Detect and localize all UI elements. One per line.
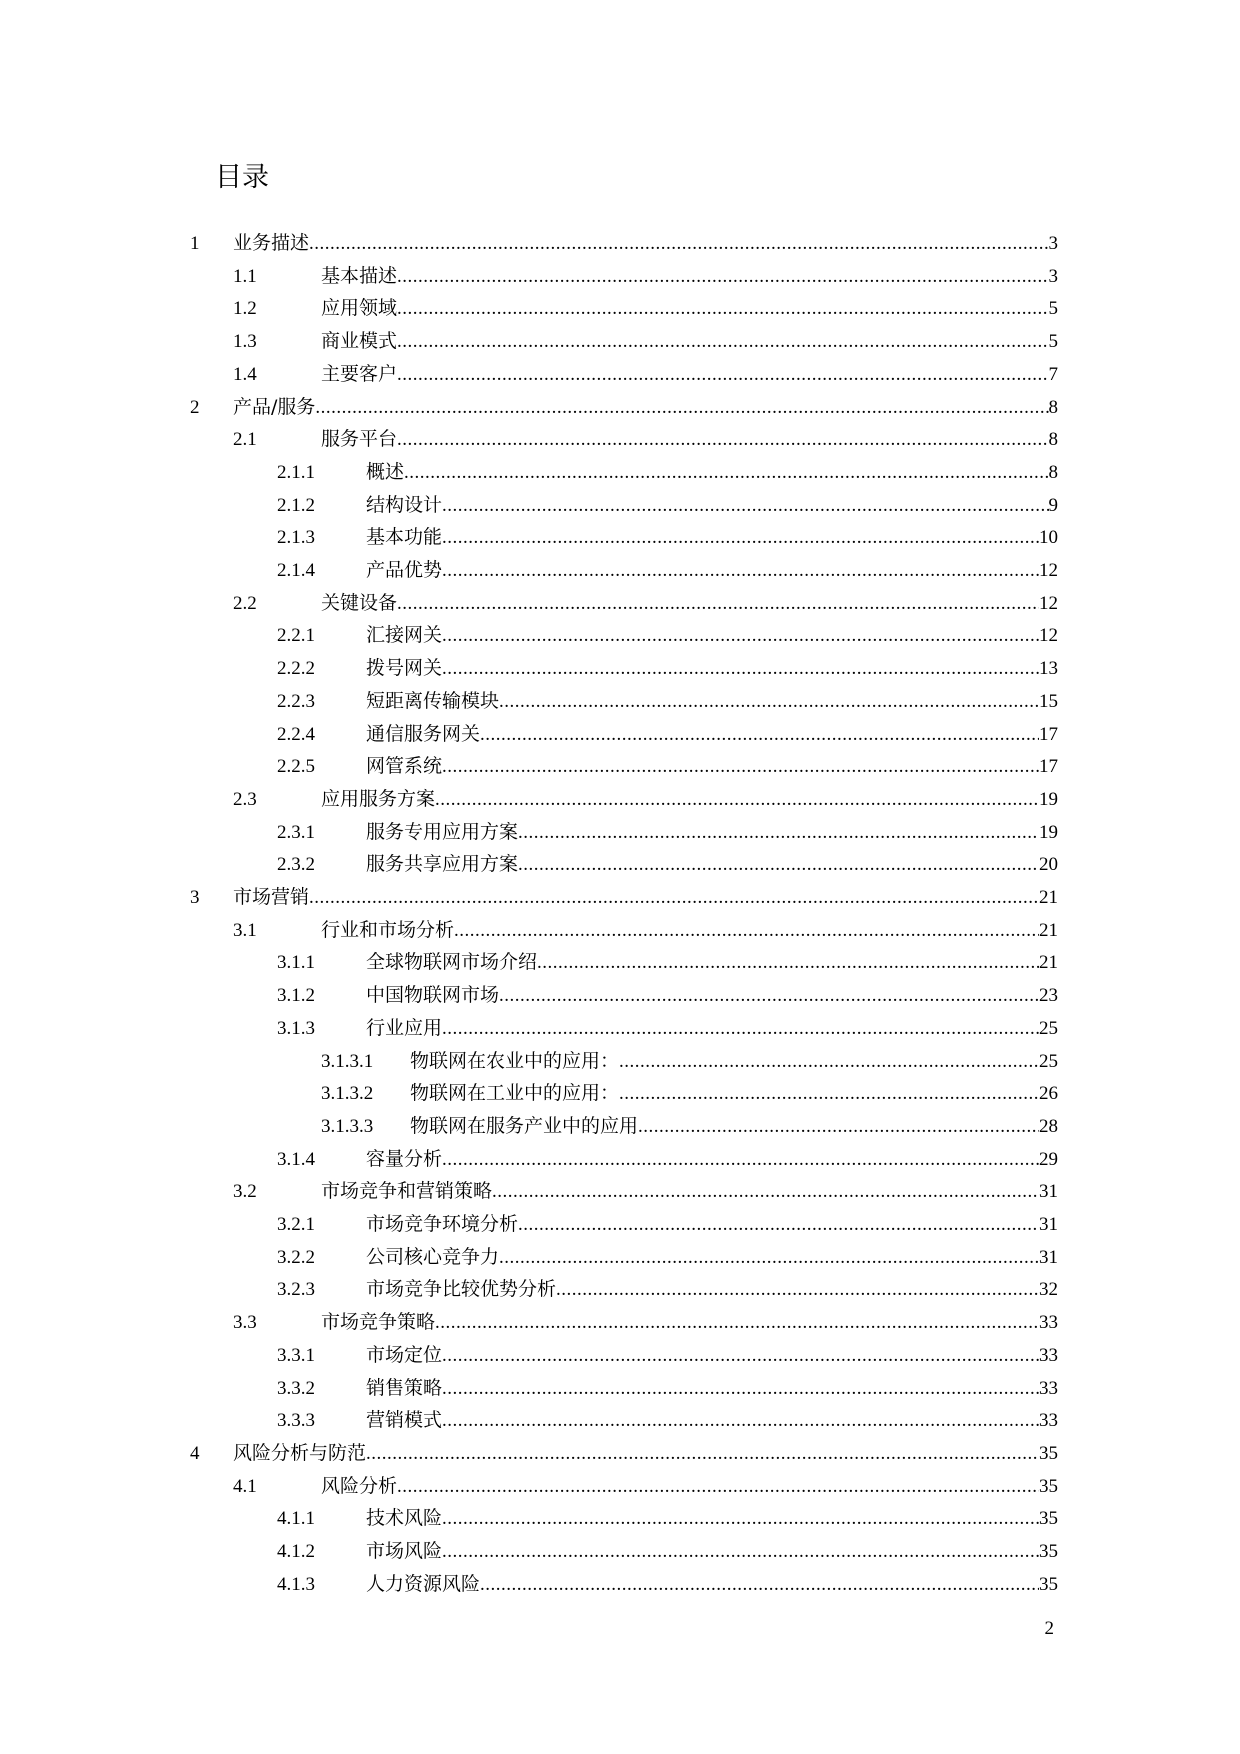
toc-entry-title: 行业应用 [366, 1016, 443, 1039]
toc-entry-level-2[interactable] [233, 587, 1058, 619]
toc-entry-title: 风险分析 [321, 1474, 398, 1497]
toc-entry-page: 8 [1048, 396, 1058, 418]
toc-entry-title: 概述 [366, 460, 405, 483]
toc-entry-number: 2.1.4 [277, 560, 315, 581]
page-title: 目录 [215, 162, 269, 193]
toc-entry-page: 31 [1039, 1181, 1058, 1203]
toc-dot-leader [435, 1307, 1039, 1339]
toc-entry-page: 25 [1039, 1017, 1058, 1039]
toc-entry-page: 25 [1039, 1050, 1058, 1072]
toc-entry-level-1[interactable] [190, 227, 1058, 259]
toc-entry-level-3[interactable] [277, 1535, 1058, 1567]
toc-entry-title: 商业模式 [321, 330, 398, 353]
toc-entry-number: 3.1.3.1 [321, 1050, 374, 1072]
toc-entry-page: 5 [1048, 331, 1058, 353]
toc-entry-level-3[interactable] [277, 1273, 1058, 1305]
toc-entry-page: 9 [1048, 494, 1058, 516]
toc-entry-number: 4.1.3 [277, 1573, 315, 1595]
toc-entry-number: 1.2 [233, 298, 257, 320]
toc-entry-level-3[interactable] [277, 816, 1058, 848]
toc-entry-title: 基本功能 [366, 526, 443, 549]
toc-dot-leader [442, 490, 1048, 522]
toc-dot-leader [435, 784, 1039, 816]
toc-entry-number: 2.1.3 [277, 527, 315, 549]
toc-dot-leader [442, 1536, 1039, 1568]
toc-entry-level-2[interactable] [233, 914, 1058, 946]
toc-entry-level-3[interactable] [277, 652, 1058, 684]
toc-entry-number: 2.1.1 [277, 461, 315, 483]
toc-entry-level-3[interactable] [277, 1241, 1058, 1273]
toc-dot-leader [556, 1274, 1039, 1306]
toc-entry-title: 关键设备 [321, 591, 398, 614]
toc-entry-title: 中国物联网市场 [366, 984, 500, 1007]
toc-dot-leader [397, 588, 1039, 620]
toc-entry-level-3[interactable] [277, 1372, 1058, 1404]
toc-dot-leader [397, 261, 1048, 293]
toc-dot-leader [499, 1242, 1039, 1274]
toc-entry-title: 业务描述 [233, 232, 310, 254]
toc-dot-leader [309, 228, 1048, 260]
toc-entry-number: 3.1.3.2 [321, 1083, 374, 1105]
toc-entry-number: 3.1.2 [277, 985, 315, 1007]
toc-entry-number: 3.2.3 [277, 1279, 315, 1301]
toc-entry-title: 容量分析 [366, 1147, 443, 1170]
toc-dot-leader [442, 653, 1039, 685]
toc-entry-page: 35 [1039, 1442, 1058, 1464]
toc-entry-page: 35 [1039, 1573, 1058, 1595]
toc-entry-title: 市场竞争比较优势分析 [366, 1278, 557, 1301]
toc-entry-level-2[interactable] [233, 325, 1058, 357]
toc-dot-leader [619, 1046, 1039, 1078]
toc-dot-leader [442, 1405, 1039, 1437]
toc-entry-level-3[interactable] [277, 848, 1058, 880]
toc-entry-page: 13 [1039, 658, 1058, 680]
toc-dot-leader [309, 882, 1039, 914]
toc-entry-page: 5 [1048, 298, 1058, 320]
toc-entry-page: 32 [1039, 1279, 1058, 1301]
toc-entry-number: 1 [190, 233, 200, 254]
toc-dot-leader [397, 1471, 1039, 1503]
toc-entry-level-2[interactable] [233, 260, 1058, 292]
toc-entry-number: 2.2.4 [277, 723, 315, 745]
toc-entry-page: 33 [1039, 1312, 1058, 1334]
toc-dot-leader [397, 424, 1048, 456]
toc-entry-title: 应用领域 [321, 297, 398, 320]
toc-entry-number: 1.1 [233, 265, 257, 287]
toc-entry-title: 结构设计 [366, 493, 443, 516]
toc-entry-number: 2.1 [233, 429, 257, 451]
toc-entry-title: 物联网在工业中的应用： [410, 1082, 620, 1105]
toc-entry-page: 12 [1039, 625, 1058, 647]
toc-entry-title: 应用服务方案 [321, 787, 436, 810]
toc-entry-level-4[interactable] [321, 1045, 1058, 1077]
toc-entry-page: 28 [1039, 1115, 1058, 1137]
toc-entry-level-2[interactable] [233, 1470, 1058, 1502]
toc-entry-title: 服务共享应用方案 [366, 853, 519, 876]
toc-entry-title: 产品优势 [366, 559, 443, 581]
toc-entry-level-2[interactable] [233, 358, 1058, 390]
toc-entry-number: 2.2.1 [277, 625, 315, 647]
toc-entry-page: 31 [1039, 1214, 1058, 1235]
toc-dot-leader [442, 751, 1039, 783]
toc-entry-page: 20 [1039, 854, 1058, 876]
toc-entry-level-4[interactable] [321, 1077, 1058, 1109]
toc-entry-page: 31 [1039, 1246, 1058, 1268]
toc-entry-title: 市场定位 [366, 1343, 443, 1366]
toc-entry-level-2[interactable] [233, 292, 1058, 324]
toc-entry-page: 7 [1048, 363, 1058, 385]
toc-dot-leader [397, 359, 1048, 391]
toc-entry-level-3[interactable] [277, 1208, 1058, 1240]
toc-entry-level-3[interactable] [277, 1568, 1058, 1600]
toc-dot-leader [442, 1144, 1039, 1176]
toc-entry-title: 风险分析与防范 [233, 1441, 367, 1464]
toc-dot-leader [454, 915, 1039, 947]
toc-entry-number: 3.1.1 [277, 952, 315, 974]
toc-dot-leader [619, 1078, 1039, 1110]
toc-dot-leader [480, 1569, 1039, 1601]
toc-entry-title: 通信服务网关 [366, 722, 481, 745]
toc-entry-title: 行业和市场分析 [321, 918, 455, 941]
toc-dot-leader [518, 849, 1039, 881]
toc-entry-page: 26 [1039, 1083, 1058, 1105]
toc-entry-page: 29 [1039, 1148, 1058, 1170]
toc-dot-leader [499, 980, 1039, 1012]
toc-entry-page: 23 [1039, 985, 1058, 1007]
toc-entry-title: 产品/服务 [233, 395, 316, 418]
toc-dot-leader [397, 326, 1048, 358]
toc-entry-level-3[interactable] [277, 456, 1058, 488]
toc-entry-level-3[interactable] [277, 750, 1058, 782]
toc-dot-leader [404, 457, 1048, 489]
toc-entry-number: 3.3 [233, 1312, 257, 1334]
toc-entry-number: 4.1.1 [277, 1508, 315, 1530]
toc-entry-page: 10 [1039, 527, 1058, 549]
toc-dot-leader [315, 392, 1048, 424]
toc-entry-number: 3.1.4 [277, 1148, 315, 1170]
toc-entry-number: 4 [190, 1442, 200, 1464]
toc-entry-page: 8 [1048, 461, 1058, 483]
toc-entry-number: 3.2.1 [277, 1214, 315, 1235]
toc-entry-number: 2.2.5 [277, 756, 315, 778]
toc-entry-title: 拨号网关 [366, 657, 443, 680]
toc-entry-title: 技术风险 [366, 1507, 443, 1530]
toc-entry-number: 3.3.2 [277, 1377, 315, 1399]
toc-entry-title: 人力资源风险 [366, 1572, 481, 1595]
toc-entry-title: 市场竞争和营销策略 [321, 1180, 493, 1203]
toc-entry-level-3[interactable] [277, 1502, 1058, 1534]
toc-dot-leader [638, 1111, 1039, 1143]
toc-dot-leader [366, 1438, 1039, 1470]
toc-entry-page: 33 [1039, 1410, 1058, 1432]
toc-entry-level-2[interactable] [233, 1175, 1058, 1207]
toc-entry-title: 全球物联网市场介绍 [366, 951, 538, 974]
toc-entry-page: 3 [1048, 265, 1058, 287]
toc-entry-page: 12 [1039, 560, 1058, 581]
toc-entry-page: 21 [1039, 952, 1058, 974]
toc-entry-number: 4.1.2 [277, 1541, 315, 1562]
toc-entry-page: 3 [1048, 233, 1058, 254]
toc-dot-leader [492, 1176, 1039, 1208]
toc-entry-number: 2.2.2 [277, 658, 315, 680]
toc-dot-leader [499, 686, 1039, 718]
toc-entry-level-1[interactable] [190, 1437, 1058, 1469]
toc-entry-title: 市场竞争环境分析 [366, 1213, 519, 1235]
toc-entry-page: 21 [1039, 887, 1058, 908]
toc-entry-page: 17 [1039, 723, 1058, 745]
toc-dot-leader [442, 1373, 1039, 1405]
toc-entry-number: 3.1.3 [277, 1017, 315, 1039]
toc-dot-leader [480, 719, 1039, 751]
toc-entry-level-3[interactable] [277, 554, 1058, 586]
toc-entry-level-3[interactable] [277, 619, 1058, 651]
toc-entry-level-3[interactable] [277, 1143, 1058, 1175]
toc-entry-page: 35 [1039, 1541, 1058, 1562]
toc-entry-page: 17 [1039, 756, 1058, 778]
toc-entry-title: 销售策略 [366, 1376, 443, 1399]
toc-entry-title: 物联网在服务产业中的应用 [410, 1114, 639, 1137]
toc-entry-page: 19 [1039, 788, 1058, 810]
toc-entry-title: 公司核心竞争力 [366, 1245, 500, 1268]
toc-entry-number: 1.4 [233, 363, 257, 385]
toc-entry-level-2[interactable] [233, 1306, 1058, 1338]
toc-dot-leader [537, 947, 1039, 979]
toc-entry-level-3[interactable] [277, 685, 1058, 717]
toc-entry-level-1[interactable] [190, 881, 1058, 913]
toc-dot-leader [442, 1503, 1039, 1535]
toc-entry-number: 3.2.2 [277, 1246, 315, 1268]
toc-entry-level-3[interactable] [277, 489, 1058, 521]
toc-entry-page: 19 [1039, 821, 1058, 843]
toc-dot-leader [518, 1209, 1039, 1241]
toc-entry-number: 2.1.2 [277, 494, 315, 516]
toc-entry-title: 网管系统 [366, 755, 443, 778]
toc-entry-level-1[interactable] [190, 391, 1058, 423]
page-number: 2 [1044, 1618, 1054, 1639]
toc-entry-page: 21 [1039, 919, 1058, 941]
toc-entry-number: 2.3.2 [277, 854, 315, 876]
toc-entry-level-2[interactable] [233, 423, 1058, 455]
toc-entry-title: 营销模式 [366, 1409, 443, 1432]
toc-entry-number: 3.1.3.3 [321, 1115, 374, 1137]
toc-entry-title: 服务平台 [321, 428, 398, 451]
toc-entry-level-4[interactable] [321, 1110, 1058, 1142]
toc-entry-page: 12 [1039, 592, 1058, 614]
toc-entry-page: 35 [1039, 1508, 1058, 1530]
toc-entry-level-3[interactable] [277, 979, 1058, 1011]
toc-entry-level-3[interactable] [277, 1404, 1058, 1436]
toc-entry-number: 3.3.3 [277, 1410, 315, 1432]
toc-entry-number: 2 [190, 396, 200, 418]
toc-entry-page: 8 [1048, 429, 1058, 451]
toc-entry-title: 主要客户 [321, 362, 398, 385]
toc-entry-title: 基本描述 [321, 264, 398, 287]
toc-entry-title: 市场竞争策略 [321, 1311, 436, 1334]
toc-entry-page: 15 [1039, 690, 1058, 712]
toc-entry-title: 市场营销 [233, 886, 310, 908]
toc-entry-level-2[interactable] [233, 783, 1058, 815]
toc-entry-number: 2.2 [233, 592, 257, 614]
toc-dot-leader [442, 1340, 1039, 1372]
toc-dot-leader [518, 817, 1039, 849]
toc-entry-number: 2.2.3 [277, 690, 315, 712]
toc-entry-page: 33 [1039, 1377, 1058, 1399]
toc-entry-number: 3 [190, 887, 200, 908]
toc-entry-page: 35 [1039, 1475, 1058, 1497]
toc-entry-number: 1.3 [233, 331, 257, 353]
toc-entry-title: 物联网在农业中的应用： [410, 1049, 620, 1072]
toc-entry-level-3[interactable] [277, 946, 1058, 978]
toc-entry-level-3[interactable] [277, 1339, 1058, 1371]
toc-dot-leader [442, 555, 1039, 587]
toc-entry-level-3[interactable] [277, 1012, 1058, 1044]
toc-entry-page: 33 [1039, 1344, 1058, 1366]
toc-dot-leader [397, 293, 1048, 325]
toc-entry-number: 3.2 [233, 1181, 257, 1203]
toc-entry-level-3[interactable] [277, 718, 1058, 750]
toc-entry-number: 4.1 [233, 1475, 257, 1497]
toc-entry-title: 服务专用应用方案 [366, 820, 519, 843]
toc-entry-level-3[interactable] [277, 521, 1058, 553]
toc-entry-title: 市场风险 [366, 1540, 443, 1562]
toc-entry-title: 短距离传输模块 [366, 689, 500, 712]
toc-dot-leader [442, 620, 1039, 652]
toc-entry-number: 2.3 [233, 788, 257, 810]
toc-entry-number: 3.3.1 [277, 1344, 315, 1366]
toc-dot-leader [442, 1013, 1039, 1045]
toc-entry-title: 汇接网关 [366, 624, 443, 647]
toc-entry-number: 3.1 [233, 919, 257, 941]
toc-dot-leader [442, 522, 1039, 554]
toc-entry-number: 2.3.1 [277, 821, 315, 843]
